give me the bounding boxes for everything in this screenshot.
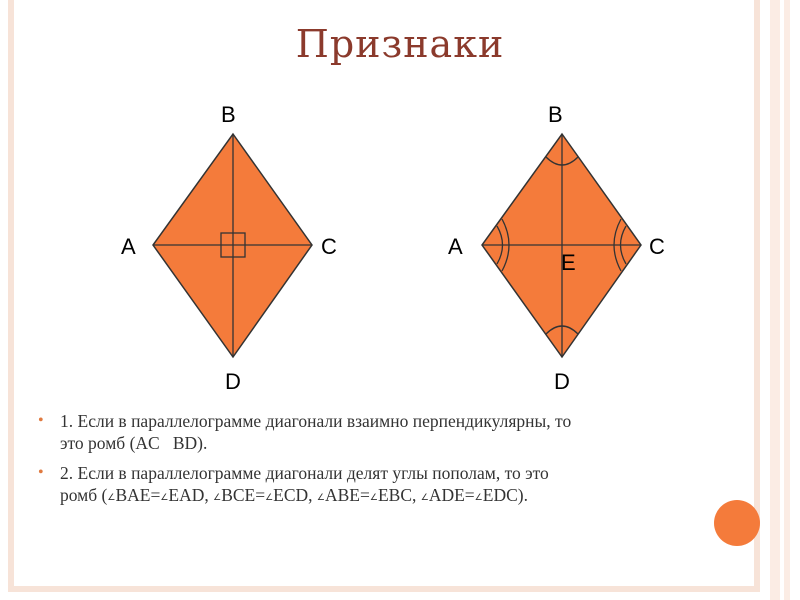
bullet-marker: • — [38, 464, 44, 481]
equality-2b: ECD, — [273, 485, 317, 505]
decor-circle — [714, 500, 760, 546]
right-label-b: B — [548, 102, 563, 127]
left-label-c: C — [321, 234, 337, 259]
angle-symbol: ∠ — [474, 492, 483, 502]
angle-symbol: ∠ — [265, 492, 274, 502]
angle-symbol: ∠ — [213, 492, 222, 502]
criterion-2-line-2 — [60, 484, 738, 508]
equality-3b: EBC, — [377, 485, 421, 505]
criterion-2-prefix: ромб ( — [60, 485, 108, 505]
criterion-2-suffix: ). — [517, 485, 528, 505]
bullet-marker: • — [38, 412, 44, 429]
right-rhombus — [448, 102, 665, 394]
criterion-1-line-2: это ромб (AC BD). — [60, 433, 208, 453]
slide-title: Признаки — [295, 22, 505, 66]
angle-symbol: ∠ — [160, 492, 169, 502]
left-label-a: A — [121, 234, 136, 259]
left-label-b: B — [221, 102, 236, 127]
right-label-d: D — [554, 369, 570, 394]
list-item — [38, 462, 738, 508]
equality-2a: BCE= — [221, 485, 266, 505]
right-label-a: A — [448, 234, 463, 259]
right-label-e: E — [561, 250, 576, 275]
angle-symbol: ∠ — [316, 492, 325, 502]
left-label-d: D — [225, 369, 241, 394]
left-rhombus — [121, 102, 337, 394]
criterion-2-line-1: 2. Если в параллелограмме диагонали делят углы пополам, то это — [60, 463, 549, 483]
list-item — [38, 410, 738, 454]
angle-symbol: ∠ — [420, 492, 429, 502]
equality-4b: EDC — [482, 485, 518, 505]
angle-symbol: ∠ — [107, 492, 116, 502]
equality-4a: ADE= — [428, 485, 475, 505]
criterion-1-line-1: 1. Если в параллелограмме диагонали взаимно перпендикулярны, то — [60, 411, 572, 431]
angle-symbol: ∠ — [369, 492, 378, 502]
right-label-c: C — [649, 234, 665, 259]
equality-3a: ABE= — [325, 485, 370, 505]
equality-1b: EAD, — [168, 485, 214, 505]
equality-1a: BAE= — [115, 485, 161, 505]
criteria-list — [38, 410, 738, 516]
